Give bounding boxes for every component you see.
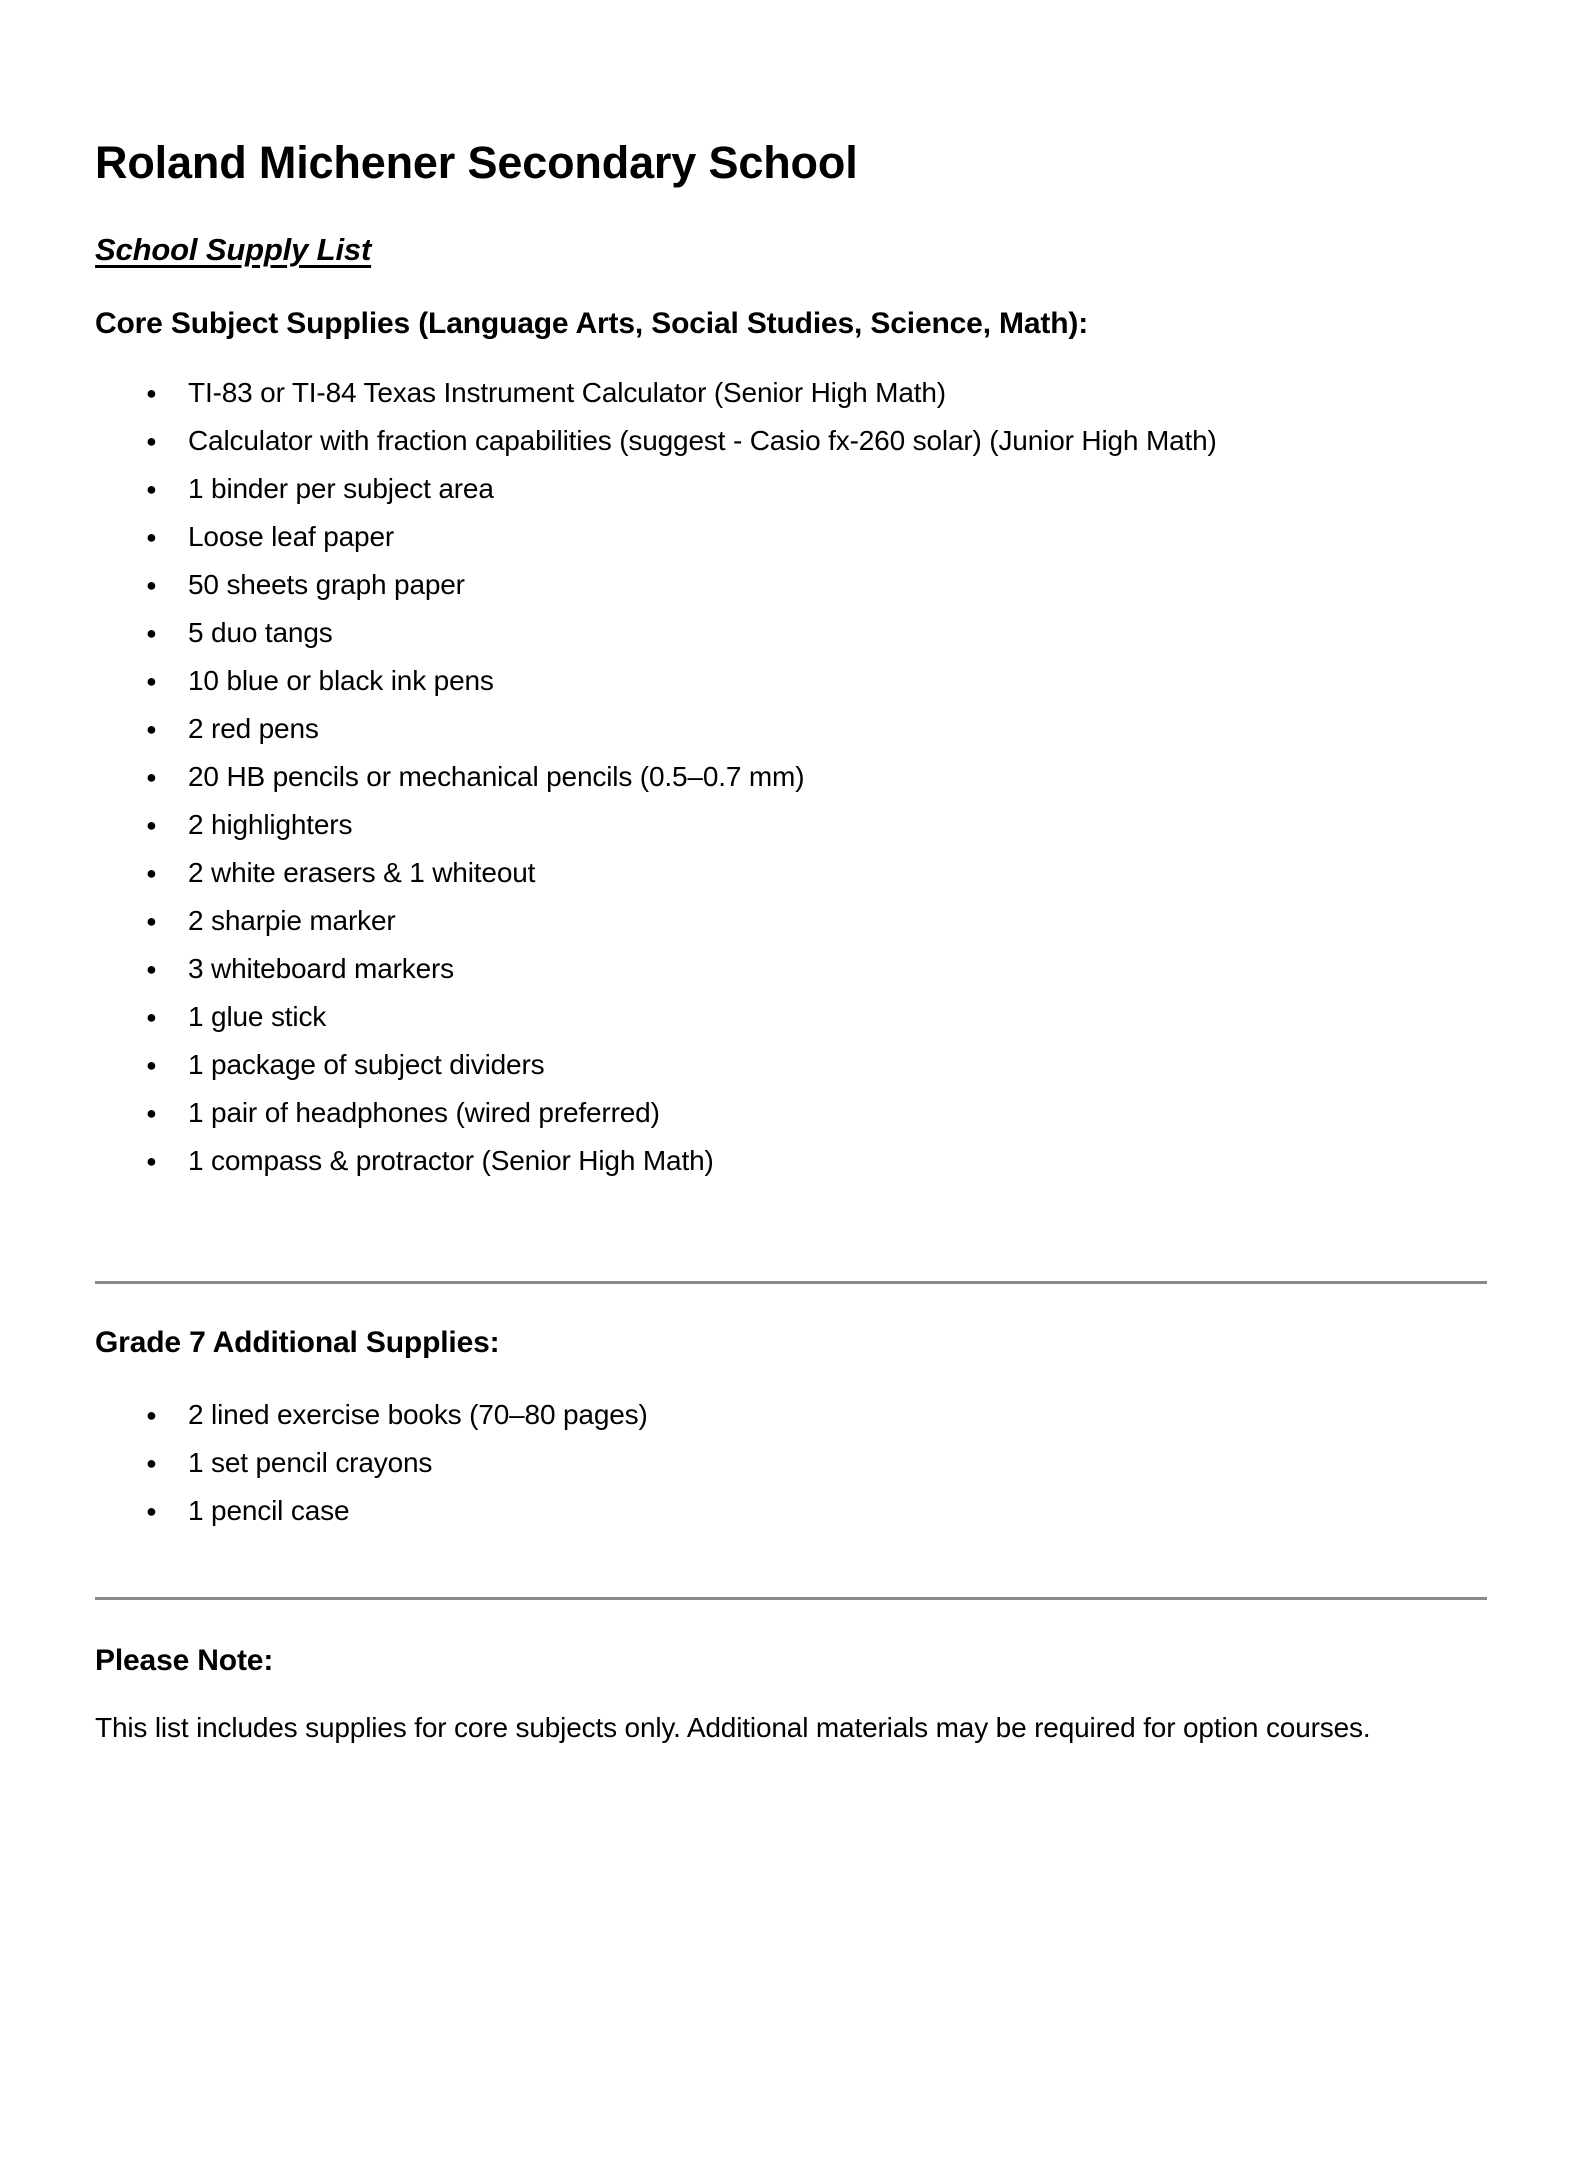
supply-list-item: ● 2 white erasers & 1 whiteout [95,849,1487,897]
grade7-supplies-list [95,1391,1487,1535]
section-divider [95,1281,1487,1284]
section-divider [95,1597,1487,1600]
supply-list-item: ● 50 sheets graph paper [95,561,1487,609]
supply-list-item: ● Loose leaf paper [95,513,1487,561]
supply-list-item: ● 3 whiteboard markers [95,945,1487,993]
supply-list-item: ● 2 highlighters [95,801,1487,849]
supply-list-item: ● 1 binder per subject area [95,465,1487,513]
supply-list-item: ● 1 compass & protractor (Senior High Math) [95,1137,1487,1185]
supply-list-item: ● 5 duo tangs [95,609,1487,657]
grade7-supplies-heading: Grade 7 Additional Supplies: [95,1326,500,1359]
section-core-subject-supplies [95,304,1487,1185]
document-page [0,134,1582,2182]
supply-list-item: ● 10 blue or black ink pens [95,657,1487,705]
supply-list-item: ● 2 lined exercise books (70–80 pages) [95,1391,1487,1439]
supply-list-item: ● 20 HB pencils or mechanical pencils (0.5–0.7 mm) [95,753,1487,801]
supply-list-item: ● 2 sharpie marker [95,897,1487,945]
supply-list-item: ● 2 red pens [95,705,1487,753]
section-grade7-supplies [95,1323,1487,1535]
core-supplies-heading: Core Subject Supplies (Language Arts, Social Studies, Science, Math): [95,307,1089,340]
supply-list-item: ● 1 pencil case [95,1487,1487,1535]
page-subtitle: School Supply List [95,232,372,267]
supply-list-item: ● 1 package of subject dividers [95,1041,1487,1089]
note-body: This list includes supplies for core subjects only. Additional materials may be required for option courses. [95,1712,1371,1743]
note-heading: Please Note: [95,1644,274,1677]
supply-list-item: ● 1 pair of headphones (wired preferred) [95,1089,1487,1137]
supply-list-item: ● 1 set pencil crayons [95,1439,1487,1487]
supply-list-item: ● Calculator with fraction capabilities (suggest - Casio fx-260 solar) (Junior High Math) [95,417,1487,465]
core-supplies-list [95,369,1487,1185]
supply-list-item: ● TI-83 or TI-84 Texas Instrument Calculator (Senior High Math) [95,369,1487,417]
supply-list-item: ● 1 glue stick [95,993,1487,1041]
page-title: Roland Michener Secondary School [95,137,858,188]
